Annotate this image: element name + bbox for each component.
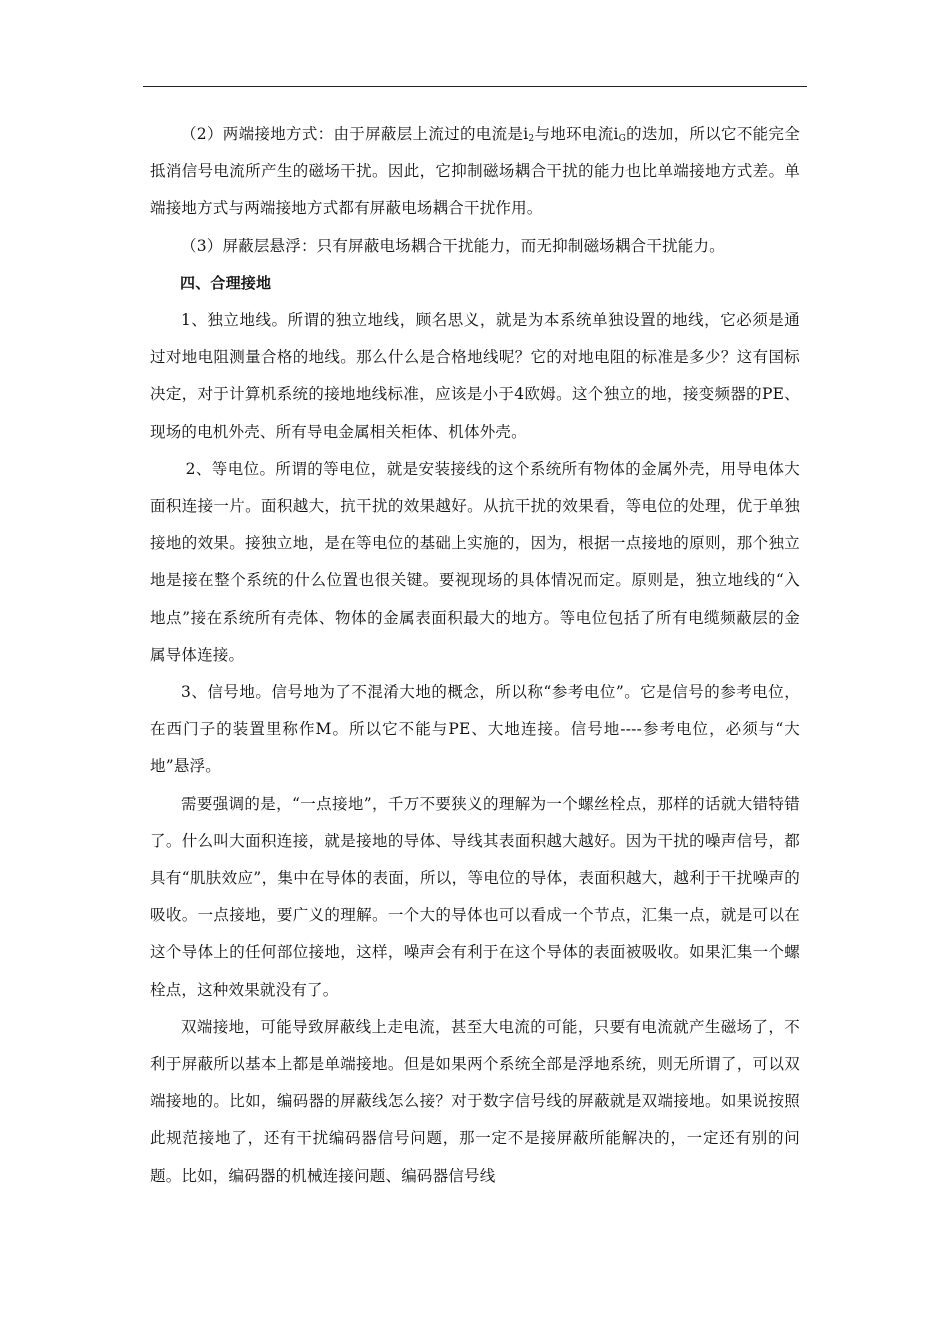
paragraph-single-point-grounding: 需要强调的是，“一点接地”，千万不要狭义的理解为一个螺丝栓点，那样的话就大错特错了。什么叫大面积连接，就是接地的导体、导线其表面积越大越好。因为干扰的噪声信号，都具有“肌肤效应”，集中在导体的表面，所以，等电位的导体，表面积越大，越利于干扰噪声的吸收。一点接地，要广义的理解。一个大的导体也可以看成一个节点，汇集一点，就是可以在这个导体上的任何部位接地，这样，噪声会有利于在这个导体的表面被吸收。如果汇集一个螺栓点，这种效果就没有了。 [150,794,800,999]
paragraph-independent-ground: 1、独立地线。所谓的独立地线，顾名思义，就是为本系统单独设置的地线，它必须是通过对地电阻测量合格的地线。那么什么是合格地线呢？它的对地电阻的标准是多少？这有国标决定，对于计算机系统的接地地线标准，应该是小于4欧姆。这个独立的地，接变频器的PE、现场的电机外壳、所有导电金属相关柜体、机体外壳。 [150,311,800,441]
subscript: 2 [528,134,535,144]
subscript: G [618,134,627,144]
paragraph-two-end-grounding [150,116,800,228]
document-body [150,116,800,1195]
text-run: 的迭加，所以它不能完全抵消信号电流所产生的磁场干扰。因此，它抑制磁场耦合干扰的能力也比单端接地方式差。单端接地方式与两端接地方式都有屏蔽电场耦合干扰作用。 [150,125,800,218]
paragraph-floating-shield: （3）屏蔽层悬浮：只有屏蔽电场耦合干扰能力，而无抑制磁场耦合干扰能力。 [181,236,725,255]
text-run: （2）两端接地方式：由于屏蔽层上流过的电流是i [181,125,529,143]
paragraph-double-end-grounding: 双端接地，可能导致屏蔽线上走电流，甚至大电流的可能，只要有电流就产生磁场了，不利于屏蔽所以基本上都是单端接地。但是如果两个系统全部是浮地系统，则无所谓了，可以双端接地的。比如，编码器的屏蔽线怎么接？对于数字信号线的屏蔽就是双端接地。如果说按照此规范接地了，还有干扰编码器信号问题，那一定不是接屏蔽所能解决的，一定还有别的问题。比如，编码器的机械连接问题、编码器信号线 [150,1017,800,1185]
header-rule [143,86,807,87]
paragraph-signal-ground: 3、信号地。信号地为了不混淆大地的概念，所以称“参考电位”。它是信号的参考电位，在西门子的装置里称作M。所以它不能与PE、大地连接。信号地----参考电位，必须与“大地”悬浮。 [150,683,800,776]
paragraph-equipotential: 2、等电位。所谓的等电位，就是安装接线的这个系统所有物体的金属外壳，用导电体大面积连接一片。面积越大，抗干扰的效果越好。从抗干扰的效果看，等电位的处理，优于单独接地的效果。接独立地，是在等电位的基础上实施的，因为，根据一点接地的原则，那个独立地是接在整个系统的什么位置也很关键。要视现场的具体情况而定。原则是，独立地线的“入地点”接在系统所有壳体、物体的金属表面积最大的地方。等电位包括了所有电缆频蔽层的金属导体连接。 [150,459,800,664]
text-run: 与地环电流i [534,125,619,143]
section-heading: 四、合理接地 [180,273,272,292]
